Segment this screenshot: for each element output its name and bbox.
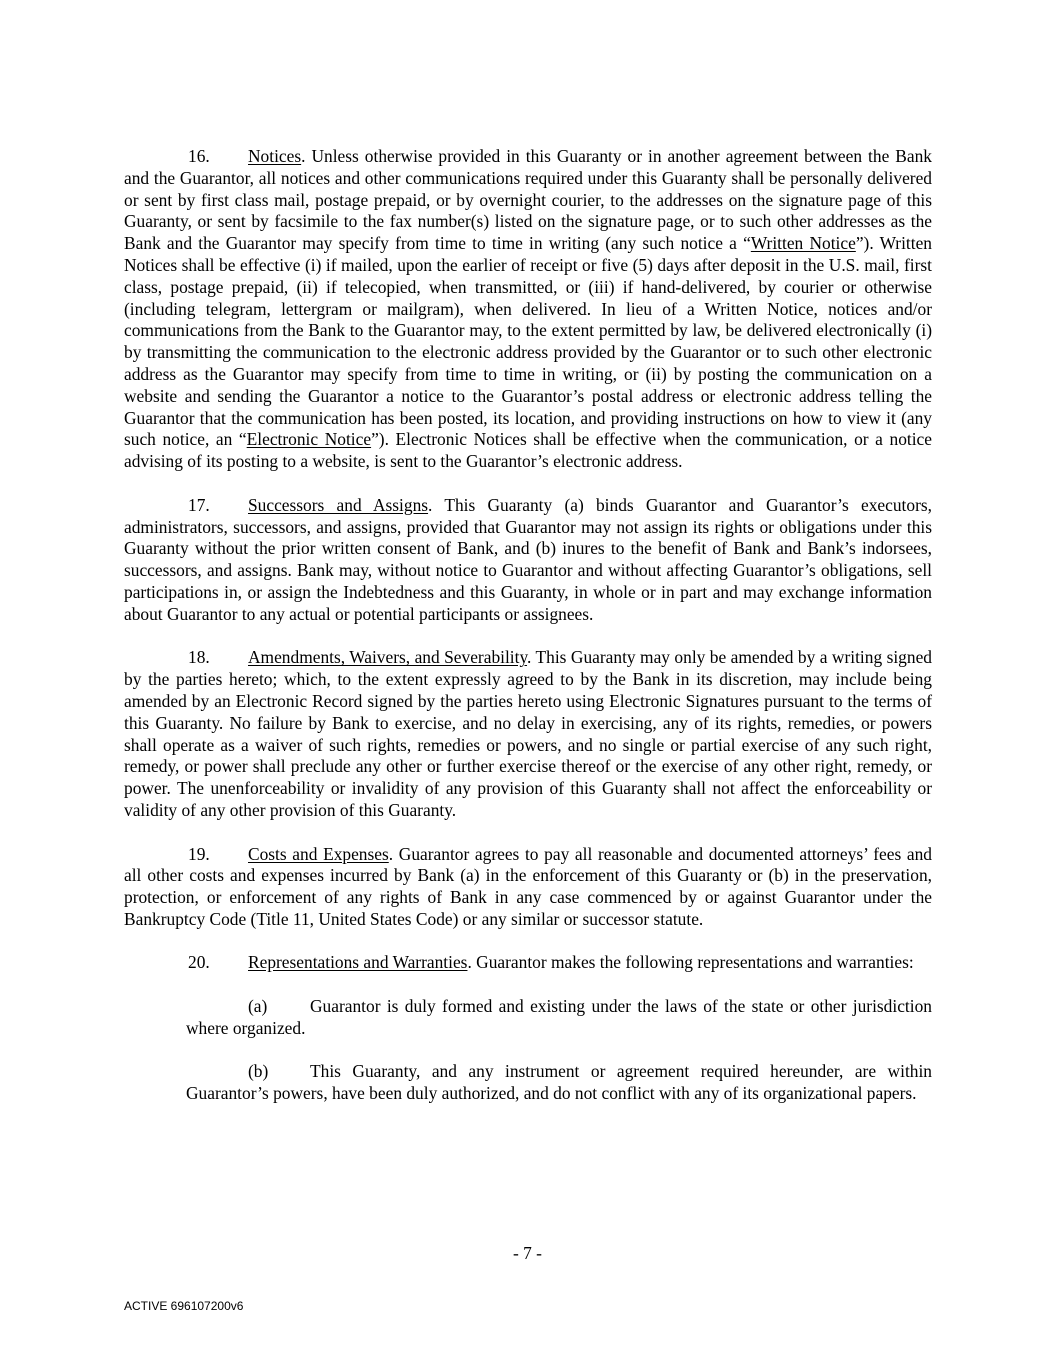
section-text: . Unless otherwise provided in this Guaranty or in another agreement between the Bank and the Guarantor, all notices and other communications required under this Guaranty shall be personally delivered or sent by first class mail, postage prepaid, or by overnight courier, to the addresses on the signature page of this Guaranty, or sent by facsimile to the fax number(s) listed on the signature page, or to such other addresses as the Bank and the Guarantor may specify from time to time in writing (any such notice a “: [124, 146, 932, 254]
section-heading: Amendments, Waivers, and Severability: [248, 647, 528, 668]
section-heading: Costs and Expenses: [248, 843, 389, 864]
section-text: ”). Written Notices shall be effective (i) if mailed, upon the earlier of receipt or five (5) days after deposit in the U.S. mail, first class, postage prepaid, (ii) if telecopied, when transmitted, or (iii) if hand-delivered, by courier or otherwise (including telegram, lettergram or mailgram), when delivered. In lieu of a Written Notice, notices and/or communications from the Bank to the Guarantor may, to the extent permitted by law, be delivered electronically (i) by transmitting the communication to the electronic address provided by the Guarantor or to such other electronic address as the Guarantor may specify from time to time in writing, or (ii) by posting the communication on a website and sending the Guarantor a notice to the Guarantor’s postal address or electronic address telling the Guarantor that the communication has been posted, its location, and providing instructions on how to view it (any such notice, an “: [124, 233, 933, 450]
section-number: 20.: [188, 952, 210, 973]
section-heading: Notices: [248, 146, 302, 166]
subsection-number: (b): [248, 1061, 269, 1082]
defined-term-electronic-notice: Electronic Notice: [246, 429, 372, 450]
section-text: . Guarantor agrees to pay all reasonable and documented attorneys’ fees and all other costs and expenses incurred by Bank (a) in the enforcement of this Guaranty or (b) in the preservation, protection, or enforcement of any rights of Bank in any case commenced by or against Guarantor under the Bankruptcy Code (Title 11, United States Code) or any similar or successor statute.: [124, 843, 932, 929]
section-text: . Guarantor makes the following representations and warranties:: [467, 952, 914, 973]
section-number: 17.: [188, 494, 210, 515]
section-text: . This Guaranty may only be amended by a writing signed by the parties hereto; which, to the extent expressly agreed to by the Bank in its discretion, may include being amended by an Electronic Record signed by the parties hereto using Electronic Signatures pursuant to the terms of this Guaranty. No failure by Bank to exercise, and no delay in exercising, any of its rights, remedies, or powers shall operate as a waiver of such rights, remedies or powers, and no single or partial exercise of any such right, remedy, or power shall preclude any other or further exercise thereof or the exercise of any other right, remedy, or power. The unenforceability or invalidity of any provision of this Guaranty shall not affect the enforceability or validity of any other provision of this Guaranty.: [124, 647, 932, 820]
document-body: [124, 146, 932, 1105]
section-heading: Representations and Warranties: [248, 952, 468, 973]
section-text: ”). Electronic Notices shall be effective when the communication, or a notice advising of its posting to a website, is sent to the Guarantor’s electronic address.: [124, 429, 932, 472]
defined-term-written-notice: Written Notice: [750, 233, 856, 254]
section-20-representations: [124, 952, 932, 974]
subsection-a: [186, 996, 932, 1040]
section-number: 19.: [188, 843, 210, 864]
subsection-text: Guarantor is duly formed and existing under the laws of the state or other jurisdiction where organized.: [186, 996, 932, 1038]
section-18-amendments: [124, 647, 932, 821]
section-number: 18.: [188, 647, 210, 668]
section-19-costs: [124, 844, 932, 931]
subsection-number: (a): [248, 996, 268, 1017]
section-number: 16.: [188, 146, 210, 166]
section-heading: Successors and Assigns: [248, 494, 429, 515]
section-17-successors: [124, 495, 932, 626]
section-16-notices: [124, 146, 932, 473]
section-text: . This Guaranty (a) binds Guarantor and Guarantor’s executors, administrators, successors, and assigns, provided that Guarantor may not assign its rights or obligations under this Guaranty without the prior written consent of Bank, and (b) inures to the benefit of Bank and Bank’s indorsees, successors, and assigns. Bank may, without notice to Guarantor and without affecting Guarantor’s obligations, sell participations in, or assign the Indebtedness and this Guaranty, in whole or in part and may exchange information about Guarantor to any actual or potential participants or assignees.: [124, 494, 932, 624]
subsection-b: [186, 1061, 932, 1105]
subsection-text: This Guaranty, and any instrument or agreement required hereunder, are within Guarantor’s powers, have been duly authorized, and do not conflict with any of its organizational papers.: [186, 1061, 932, 1104]
page-number: - 7 -: [513, 1243, 542, 1263]
document-id: ACTIVE 696107200v6: [124, 1299, 244, 1313]
